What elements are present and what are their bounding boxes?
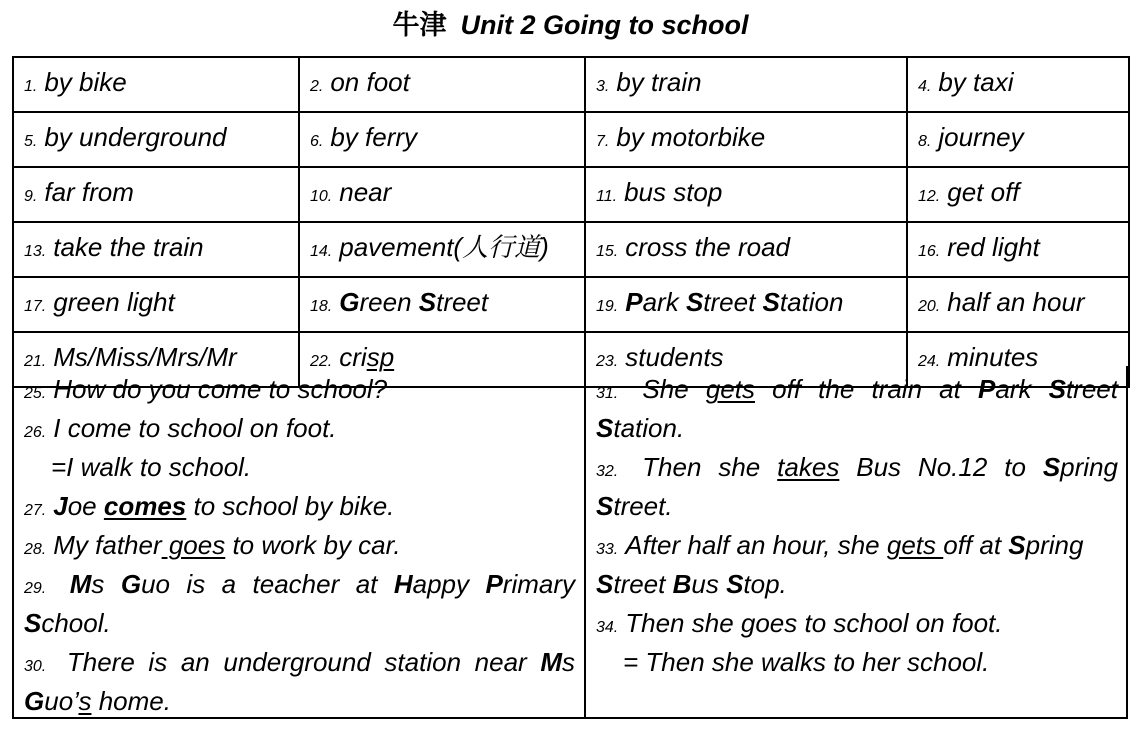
- vocab-cell: 20. half an hour: [907, 277, 1129, 332]
- vocab-cell: 2. on foot: [299, 57, 585, 112]
- sentence-line: Guo’s home.: [24, 686, 171, 716]
- sentence-line: 26. I come to school on foot.: [24, 413, 337, 443]
- vocab-cell: 6. by ferry: [299, 112, 585, 167]
- sentence-line: 31. She gets off the train at Park Street: [596, 374, 1118, 404]
- vocab-cell: 1. by bike: [13, 57, 299, 112]
- vocab-cell: 18. Green Street: [299, 277, 585, 332]
- vocab-cell: 12. get off: [907, 167, 1129, 222]
- vocab-cell: 7. by motorbike: [585, 112, 907, 167]
- sentence-line: Street Bus Stop.: [596, 569, 787, 599]
- sentence-line: 32. Then she takes Bus No.12 to Spring: [596, 452, 1118, 482]
- sentences-right-column: [586, 366, 1126, 717]
- sentence-line: 33. After half an hour, she gets off at Spring: [596, 530, 1084, 560]
- sentence-line: 28. My father goes to work by car.: [24, 530, 401, 560]
- vocab-cell: 24. minutes: [907, 332, 1129, 387]
- sentences-left-column: [14, 366, 586, 717]
- page-title: [0, 6, 1141, 45]
- title-chinese: 牛津: [392, 10, 447, 41]
- sentences-panel: [12, 366, 1128, 719]
- vocab-cell: 4. by taxi: [907, 57, 1129, 112]
- table-row: [13, 277, 1129, 332]
- vocab-cell: 3. by train: [585, 57, 907, 112]
- vocab-cell: 5. by underground: [13, 112, 299, 167]
- sentence-line: =I walk to school.: [51, 452, 252, 482]
- vocab-cell: 11. bus stop: [585, 167, 907, 222]
- table-row: [13, 57, 1129, 112]
- vocabulary-table: [12, 56, 1130, 388]
- vocab-cell: 23. students: [585, 332, 907, 387]
- vocab-cell: 15. cross the road: [585, 222, 907, 277]
- sentence-line: 34. Then she goes to school on foot.: [596, 608, 1003, 638]
- vocab-cell: 16. red light: [907, 222, 1129, 277]
- table-row: [13, 112, 1129, 167]
- vocab-cell: 21. Ms/Miss/Mrs/Mr: [13, 332, 299, 387]
- table-row: [13, 222, 1129, 277]
- sentence-line: = Then she walks to her school.: [623, 647, 990, 677]
- sentence-line: 30. There is an underground station near Ms: [24, 647, 575, 677]
- table-row: [13, 167, 1129, 222]
- vocab-cell: 9. far from: [13, 167, 299, 222]
- vocab-cell: 17. green light: [13, 277, 299, 332]
- sentence-line: Station.: [596, 413, 685, 443]
- vocab-cell: 14. pavement(人行道): [299, 222, 585, 277]
- vocab-cell: 10. near: [299, 167, 585, 222]
- vocab-cell: 19. Park Street Station: [585, 277, 907, 332]
- vocab-cell: 13. take the train: [13, 222, 299, 277]
- sentence-line: 27. Joe comes to school by bike.: [24, 491, 395, 521]
- sentence-line: 29. Ms Guo is a teacher at Happy Primary: [24, 569, 575, 599]
- vocab-cell: 22. crisp: [299, 332, 585, 387]
- sentence-line: 25. How do you come to school?: [24, 374, 388, 404]
- sentence-line: School.: [24, 608, 111, 638]
- title-english: Unit 2 Going to school: [460, 10, 749, 40]
- sentence-line: Street.: [596, 491, 673, 521]
- vocab-cell: 8. journey: [907, 112, 1129, 167]
